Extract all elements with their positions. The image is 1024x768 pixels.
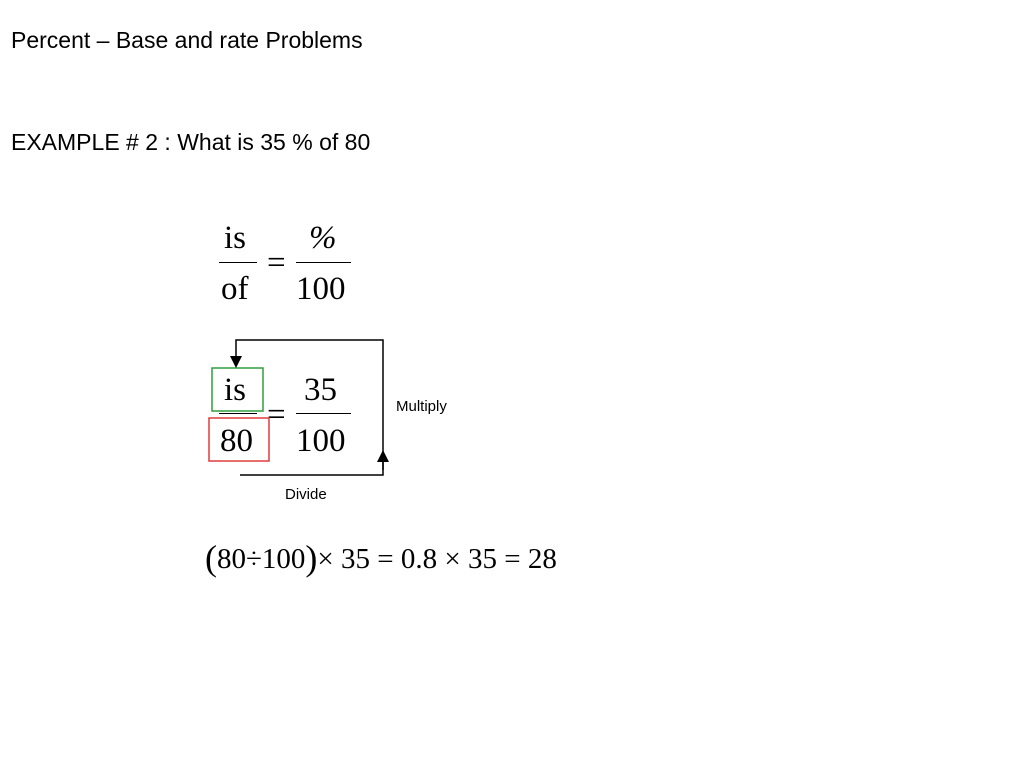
formula-denominator-of: of [221, 271, 249, 307]
multiply-label: Multiply [396, 398, 447, 415]
setup-denominator-80: 80 [220, 423, 253, 459]
setup-equals-sign: = [267, 397, 286, 433]
formula-fraction-bar-right [296, 262, 351, 263]
page-title: Percent – Base and rate Problems [11, 27, 363, 53]
formula-numerator-percent: % [309, 220, 337, 256]
formula-fraction-bar-left [219, 262, 257, 263]
open-paren: ( [205, 538, 217, 578]
setup-fraction-bar-left [219, 413, 257, 414]
example-question: EXAMPLE # 2 : What is 35 % of 80 [11, 129, 371, 155]
setup-numerator-35: 35 [304, 372, 337, 408]
calculation-result: × 35 = 0.8 × 35 = 28 [317, 543, 557, 575]
formula-numerator-is: is [224, 220, 247, 256]
setup-fraction-bar-right [296, 413, 351, 414]
calculation-line [205, 538, 557, 577]
setup-numerator-is: is [224, 372, 247, 408]
divide-label: Divide [285, 486, 327, 503]
close-paren: ) [305, 538, 318, 578]
calculation-division: 80÷100 [217, 543, 306, 575]
formula-denominator-100: 100 [296, 271, 346, 307]
setup-denominator-100: 100 [296, 423, 346, 459]
formula-equals-sign: = [267, 245, 286, 281]
